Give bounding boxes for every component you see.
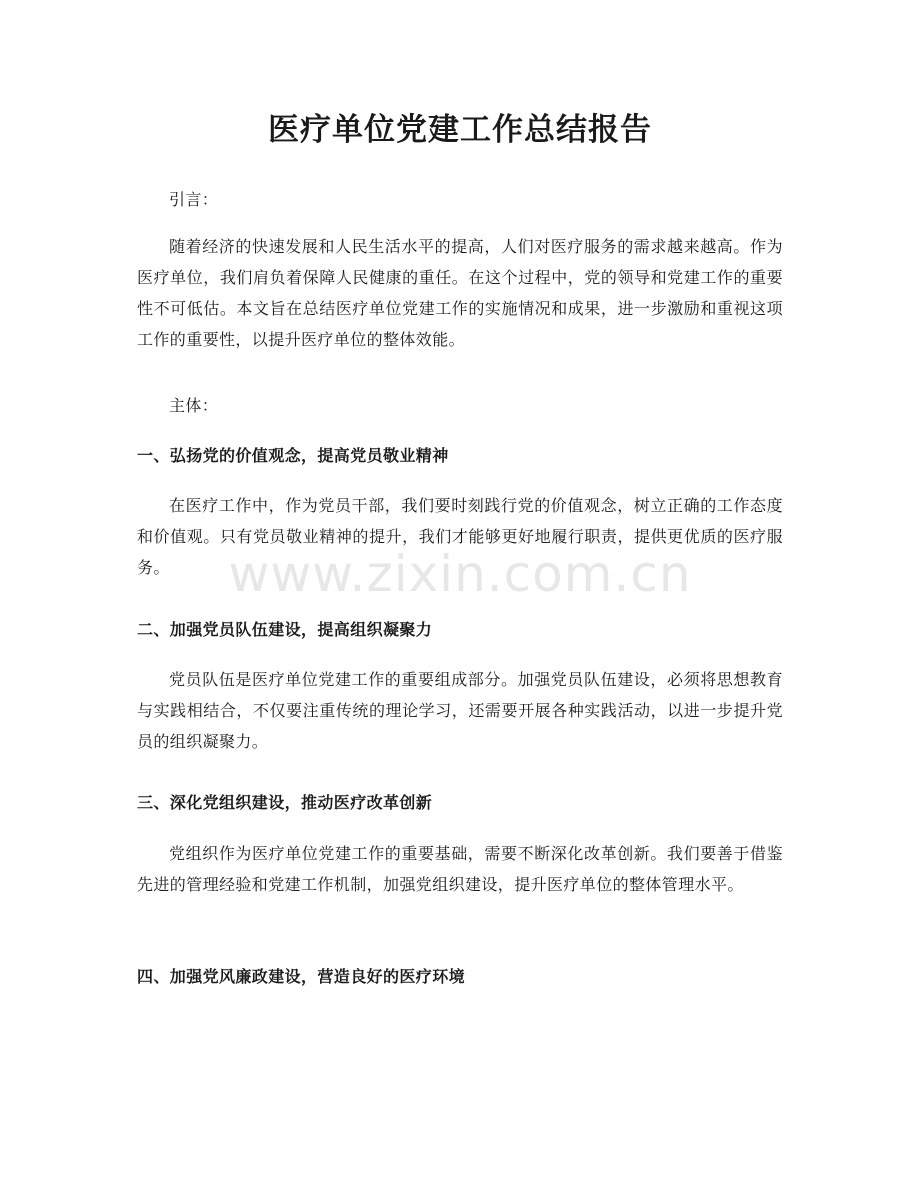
watermark-text: www.zixin.com.cn xyxy=(228,545,692,603)
intro-paragraph: 随着经济的快速发展和人民生活水平的提高，人们对医疗服务的需求越来越高。作为医疗单位，我们肩负着保障人民健康的重任。在这个过程中，党的领导和党建工作的重要性不可低估。本文旨在总结医疗单位党建工作的实施情况和成果，进一步激励和重视这项工作的重要性，以提升医疗单位的整体效能。 xyxy=(137,237,783,349)
section-2-heading: 二、加强党员队伍建设，提高组织凝聚力 xyxy=(137,620,433,639)
section-1-paragraph: 在医疗工作中，作为党员干部，我们要时刻践行党的价值观念，树立正确的工作态度和价值观。只有党员敬业精神的提升，我们才能够更好地履行职责，提供更优质的医疗服务。 xyxy=(137,496,783,577)
section-4-heading: 四、加强党风廉政建设，营造良好的医疗环境 xyxy=(137,967,466,986)
section-1-heading: 一、弘扬党的价值观念，提高党员敬业精神 xyxy=(137,446,449,465)
section-3-paragraph: 党组织作为医疗单位党建工作的重要基础，需要不断深化改革创新。我们要善于借鉴先进的管理经验和党建工作机制，加强党组织建设，提升医疗单位的整体管理水平。 xyxy=(137,844,783,894)
document-title: 医疗单位党建工作总结报告 xyxy=(268,112,652,148)
intro-label: 引言： xyxy=(169,190,219,209)
section-2-paragraph: 党员队伍是医疗单位党建工作的重要组成部分。加强党员队伍建设，必须将思想教育与实践相结合，不仅要注重传统的理论学习，还需要开展各种实践活动，以进一步提升党员的组织凝聚力。 xyxy=(137,670,783,751)
body-label: 主体： xyxy=(169,396,219,415)
section-3-heading: 三、深化党组织建设，推动医疗改革创新 xyxy=(137,793,433,812)
